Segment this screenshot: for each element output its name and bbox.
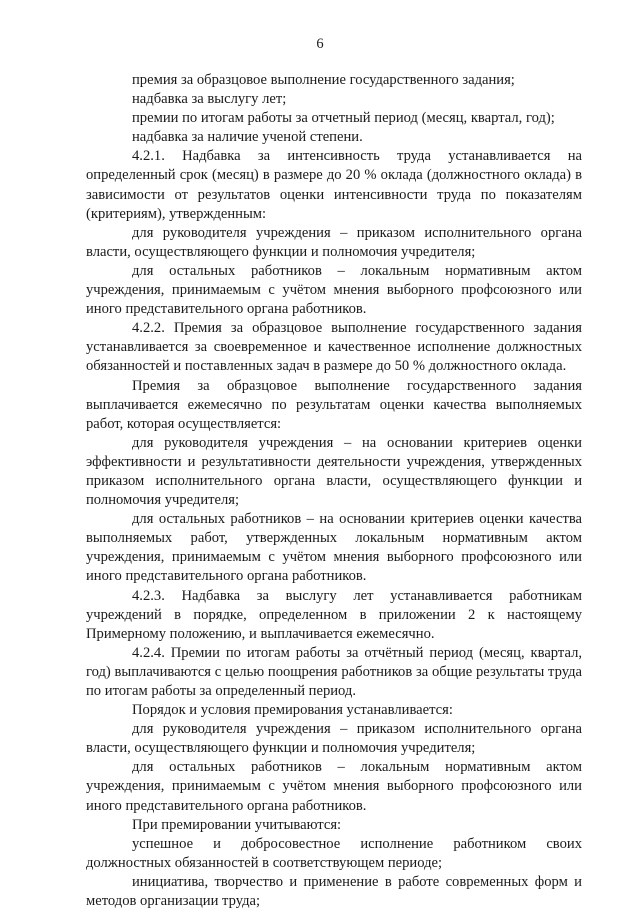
clause-4-2-4: 4.2.4. Премии по итогам работы за отчётный период (месяц, квартал, год) выплачиваются с целью поощрения работников за общие результаты труда по итогам работы за определенный период. — [86, 644, 582, 699]
clause-4-2-3: 4.2.3. Надбавка за выслугу лет устанавливается работникам учреждений в порядке, определенном в приложении 2 к настоящему Примерному положению, и выплачивается ежемесячно. — [86, 587, 582, 642]
bonus-procedure-intro: Порядок и условия премирования устанавливается: — [132, 702, 453, 719]
clause-4-2-2-payment: Премия за образцовое выполнение государственного задания выплачивается ежемесячно по результатам оценки качества выполняемых работ, которая осуществляется: — [86, 377, 582, 432]
list-item-model-performance-bonus: премия за образцовое выполнение государственного задания; — [132, 72, 515, 88]
page-number: 6 — [316, 36, 324, 52]
bonus-factor-initiative: инициатива, творчество и применение в работе современных форм и методов организации труда; — [86, 873, 582, 910]
list-item-period-results-bonus: премии по итогам работы за отчетный период (месяц, квартал, год); — [132, 110, 555, 127]
clause-4-2-2: 4.2.2. Премия за образцовое выполнение государственного задания устанавливается за своевременное и качественное исполнение должностных обязанностей и поставленных задач в размере до 50 % должностного оклада. — [86, 320, 582, 375]
list-item-academic-degree-allowance: надбавка за наличие ученой степени. — [132, 129, 363, 146]
list-item-seniority-allowance: надбавка за выслугу лет; — [132, 91, 287, 108]
clause-4-2-2-other-employees: для остальных работников – на основании критериев оценки качества выполняемых работ, утвержденных локальным нормативным актом учреждения, принимаемым с учётом мнения выборного профсоюзного или иного представительного органа работников. — [86, 511, 582, 585]
bonus-factor-duties: успешное и добросовестное исполнение работником своих должностных обязанностей в соответствующем периоде; — [86, 835, 582, 871]
bonus-procedure-other-employees: для остальных работников – локальным нормативным актом учреждения, принимаемым с учётом мнения выборного профсоюзного или иного представительного органа работников. — [86, 759, 582, 814]
bonus-factors-intro: При премировании учитываются: — [132, 816, 342, 833]
clause-4-2-2-head-of-institution: для руководителя учреждения – на основании критериев оценки эффективности и результативности деятельности учреждения, утвержденных приказом исполнительного органа власти, осуществляющего функции и полномочия учредителя; — [86, 434, 582, 509]
clause-4-2-1-head-of-institution: для руководителя учреждения – приказом исполнительного органа власти, осуществляющего функции и полномочия учредителя; — [86, 224, 582, 260]
bonus-procedure-head-of-institution: для руководителя учреждения – приказом исполнительного органа власти, осуществляющего функции и полномочия учредителя; — [86, 721, 582, 757]
clause-4-2-1: 4.2.1. Надбавка за интенсивность труда устанавливается на определенный срок (месяц) в размере до 20 % оклада (должностного оклада) в зависимости от результатов оценки интенсивности труда по показателям (критериям), утвержденным: — [86, 148, 582, 222]
clause-4-2-1-other-employees: для остальных работников – локальным нормативным актом учреждения, принимаемым с учётом мнения выборного профсоюзного или иного представительного органа работников. — [86, 262, 582, 318]
document-body — [86, 71, 582, 911]
